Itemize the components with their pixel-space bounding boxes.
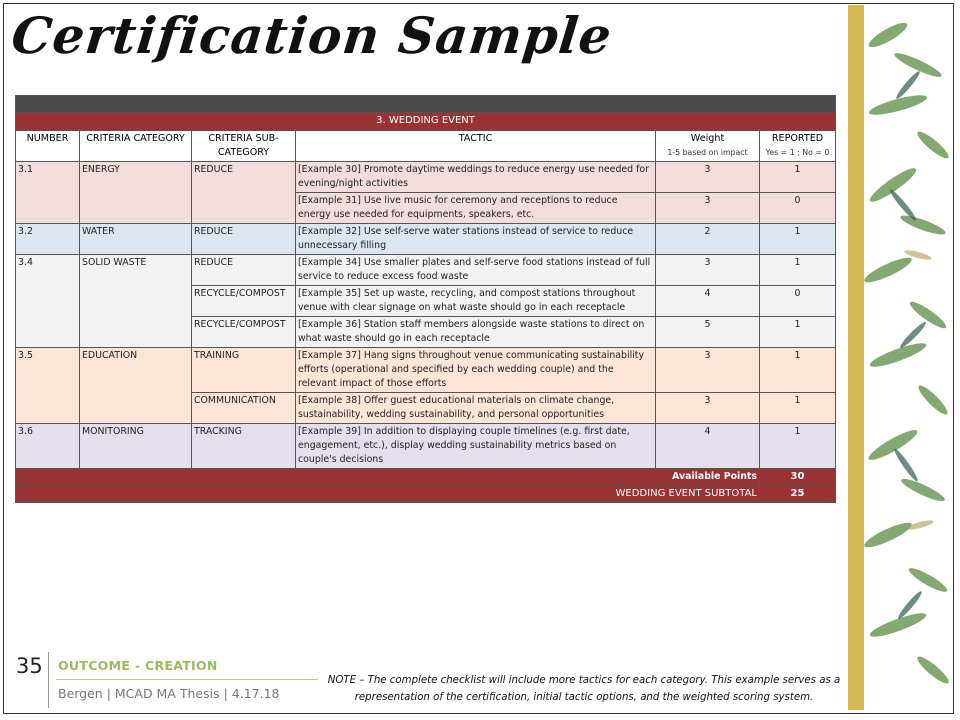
row-weight: 3 <box>656 348 760 393</box>
row-tactic: [Example 31] Use live music for ceremony and receptions to reduce energy use needed for equipments, speakers, etc. <box>296 193 656 224</box>
slide-title: Certification Sample <box>8 6 615 65</box>
row-reported: 1 <box>760 348 836 393</box>
row-tactic: [Example 35] Set up waste, recycling, and compost stations throughout venue with clear signage on what waste should go in each receptacle <box>296 286 656 317</box>
table-row <box>16 162 836 193</box>
row-tactic: [Example 32] Use self-serve water stations instead of service to reduce unnecessary filling <box>296 224 656 255</box>
row-subcategory: REDUCE <box>192 224 296 255</box>
row-reported: 1 <box>760 255 836 286</box>
row-number: 3.2 <box>16 224 80 255</box>
section-header-row <box>16 113 836 131</box>
row-tactic: [Example 38] Offer guest educational materials on climate change, sustainability, wedding sustainability, and personal opportunities <box>296 393 656 424</box>
available-points-value: 30 <box>760 469 836 486</box>
row-reported: 1 <box>760 317 836 348</box>
row-reported: 1 <box>760 393 836 424</box>
subtotal-label: WEDDING EVENT SUBTOTAL <box>16 486 760 503</box>
row-subcategory: TRACKING <box>192 424 296 469</box>
row-reported: 0 <box>760 193 836 224</box>
table-row <box>16 348 836 393</box>
row-subcategory: REDUCE <box>192 255 296 286</box>
row-category: MONITORING <box>80 424 192 469</box>
row-reported: 1 <box>760 162 836 193</box>
row-weight: 3 <box>656 193 760 224</box>
header-reported-label: REPORTED <box>771 133 824 144</box>
header-weight-sub: 1-5 based on impact <box>667 148 748 157</box>
row-weight: 3 <box>656 162 760 193</box>
row-tactic: [Example 39] In addition to displaying couple timelines (e.g. first date, engagement, etc.), display wedding sustainability metrics based on couple's decisions <box>296 424 656 469</box>
row-tactic: [Example 30] Promote daytime weddings to reduce energy use needed for evening/night activities <box>296 162 656 193</box>
certification-table <box>15 95 836 503</box>
header-category: CRITERIA CATEGORY <box>80 131 192 162</box>
row-subcategory: REDUCE <box>192 162 296 224</box>
table-row <box>16 255 836 286</box>
row-weight: 5 <box>656 317 760 348</box>
row-weight: 4 <box>656 286 760 317</box>
footer-divider-horizontal <box>56 679 318 680</box>
footer-divider-vertical <box>48 652 49 708</box>
row-reported: 1 <box>760 424 836 469</box>
row-category: SOLID WASTE <box>80 255 192 348</box>
section-title: 3. WEDDING EVENT <box>16 113 836 131</box>
available-points-row <box>16 469 836 486</box>
row-tactic: [Example 37] Hang signs throughout venue communicating sustainability efforts (operational and specified by each wedding couple) and the relevant impact of those efforts <box>296 348 656 393</box>
row-number: 3.1 <box>16 162 80 224</box>
row-weight: 3 <box>656 255 760 286</box>
note-text: NOTE – The complete checklist will include more tactics for each category. This example serves as a representation of the certification, initial tactic options, and the weighted scoring system. <box>327 675 841 703</box>
row-subcategory: RECYCLE/COMPOST <box>192 286 296 317</box>
header-reported-sub: Yes = 1 ; No = 0 <box>765 148 830 157</box>
section-label: OUTCOME - CREATION <box>58 658 218 673</box>
row-category: ENERGY <box>80 162 192 224</box>
page-number: 35 <box>16 654 43 678</box>
row-category: EDUCATION <box>80 348 192 424</box>
row-tactic: [Example 36] Station staff members alongside waste stations to direct on what waste should go in each receptacle <box>296 317 656 348</box>
row-weight: 2 <box>656 224 760 255</box>
header-tactic: TACTIC <box>296 131 656 162</box>
header-subcategory: CRITERIA SUB-CATEGORY <box>192 131 296 162</box>
row-weight: 4 <box>656 424 760 469</box>
footer-text: Bergen | MCAD MA Thesis | 4.17.18 <box>58 686 280 701</box>
row-subcategory: RECYCLE/COMPOST <box>192 317 296 348</box>
row-number: 3.6 <box>16 424 80 469</box>
row-number: 3.4 <box>16 255 80 348</box>
row-tactic: [Example 34] Use smaller plates and self-serve food stations instead of full service to reduce excess food waste <box>296 255 656 286</box>
subtotal-row <box>16 486 836 503</box>
row-reported: 0 <box>760 286 836 317</box>
row-weight: 3 <box>656 393 760 424</box>
header-number: NUMBER <box>16 131 80 162</box>
available-points-label: Available Points <box>16 469 760 486</box>
row-reported: 1 <box>760 224 836 255</box>
row-subcategory: COMMUNICATION <box>192 393 296 424</box>
header-reported <box>760 131 836 162</box>
header-weight-label: Weight <box>690 133 725 144</box>
column-header-row <box>16 131 836 162</box>
table-top-bar <box>16 96 836 113</box>
header-weight <box>656 131 760 162</box>
subtotal-value: 25 <box>760 486 836 503</box>
row-category: WATER <box>80 224 192 255</box>
row-subcategory: TRAINING <box>192 348 296 393</box>
row-number: 3.5 <box>16 348 80 424</box>
table-row <box>16 424 836 469</box>
table-row <box>16 224 836 255</box>
botanical-leaves-decoration <box>848 5 954 710</box>
